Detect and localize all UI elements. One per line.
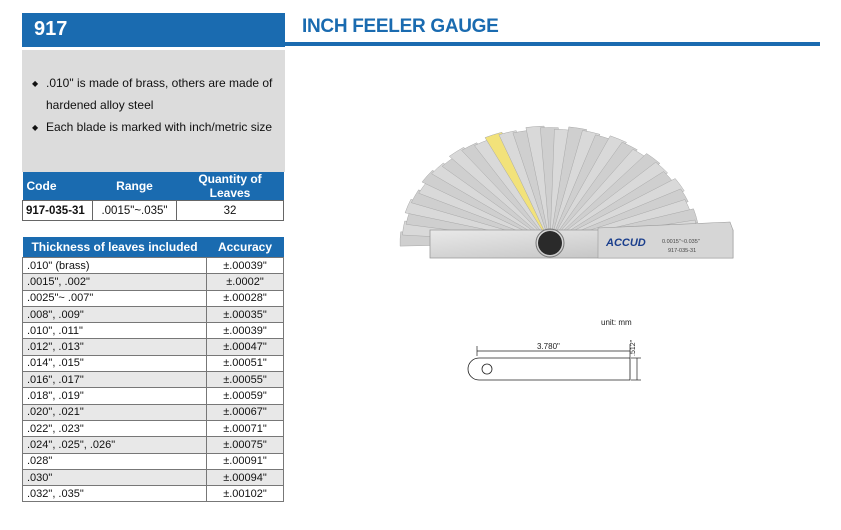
table-cell: .0025"~ .007": [23, 290, 207, 306]
diamond-bullet-icon: ◆: [32, 78, 39, 88]
table-cell: .018", .019": [23, 388, 207, 404]
table-cell: 32: [177, 201, 284, 221]
note-text: hardened alloy steel: [46, 98, 154, 112]
header-code-block: [22, 13, 285, 47]
table-cell: .008", .009": [23, 306, 207, 322]
table-cell: .024", .025", .026": [23, 437, 207, 453]
table-cell: .010" (brass): [23, 258, 207, 274]
note-item: [32, 72, 272, 95]
table-cell: ±.00047": [207, 339, 284, 355]
blade-hole: [482, 364, 492, 374]
table-cell: ±.0002": [207, 274, 284, 290]
diamond-bullet-icon: ◆: [32, 122, 39, 132]
page-title: INCH FEELER GAUGE: [302, 16, 499, 37]
table-row: [23, 453, 284, 469]
table-cell: ±.00028": [207, 290, 284, 306]
table-row: [23, 486, 284, 502]
table-row: [23, 469, 284, 485]
table-cell: .022", .023": [23, 420, 207, 436]
table-cell: .030": [23, 469, 207, 485]
range-marking: 0.0015"~0.035": [662, 239, 700, 245]
header-rule: [285, 42, 820, 46]
table-row: [23, 201, 284, 221]
table-cell: ±.00039": [207, 323, 284, 339]
blade-dimension-drawing: [465, 318, 665, 388]
table-cell: ±.00102": [207, 486, 284, 502]
table-row: [23, 355, 284, 371]
table-cell: .012", .013": [23, 339, 207, 355]
table-header-row: [23, 172, 284, 201]
feeler-gauge-image: [378, 80, 758, 265]
column-header: Range: [93, 172, 177, 201]
table-row: [23, 290, 284, 306]
note-item: [32, 116, 272, 139]
table-cell: .010", .011": [23, 323, 207, 339]
column-header: Accuracy: [207, 237, 284, 258]
table-cell: .014", .015": [23, 355, 207, 371]
table-cell: ±.00059": [207, 388, 284, 404]
table-cell: ±.00094": [207, 469, 284, 485]
table-cell: .0015"~.035": [93, 201, 177, 221]
table-cell: .0015", .002": [23, 274, 207, 290]
unit-label: unit: mm: [601, 318, 632, 327]
table-cell: ±.00035": [207, 306, 284, 322]
table-cell: 917-035-31: [23, 201, 93, 221]
table-cell: ±.00075": [207, 437, 284, 453]
table-row: [23, 372, 284, 388]
table-row: [23, 306, 284, 322]
table-row: [23, 339, 284, 355]
length-label: 3.780": [537, 342, 560, 351]
table-row: [23, 420, 284, 436]
table-header-row: [23, 237, 284, 258]
thickness-table: [22, 237, 284, 502]
column-header: Quantity of Leaves: [177, 172, 284, 201]
column-header: Code: [23, 172, 93, 201]
pivot-screw: [538, 231, 562, 255]
model-marking: 917-035-31: [668, 248, 697, 254]
notes-panel: [22, 50, 285, 172]
note-item: [46, 94, 153, 116]
spec-table: [22, 172, 284, 221]
table-row: [23, 437, 284, 453]
note-text: Each blade is marked with inch/metric size: [46, 120, 273, 134]
table-cell: ±.00055": [207, 372, 284, 388]
table-row: [23, 404, 284, 420]
table-cell: .028": [23, 453, 207, 469]
table-cell: .016", .017": [23, 372, 207, 388]
note-text: .010" is made of brass, others are made of: [46, 76, 273, 90]
table-cell: ±.00071": [207, 420, 284, 436]
table-row: [23, 274, 284, 290]
table-cell: ±.00067": [207, 404, 284, 420]
table-cell: ±.00091": [207, 453, 284, 469]
header-bar: [22, 13, 285, 47]
table-row: [23, 258, 284, 274]
width-label: .512": [630, 339, 637, 356]
table-row: [23, 388, 284, 404]
column-header: Thickness of leaves included: [23, 237, 207, 258]
table-cell: .020", .021": [23, 404, 207, 420]
product-code: 917: [34, 18, 68, 40]
table-row: [23, 323, 284, 339]
table-cell: ±.00051": [207, 355, 284, 371]
brand-logo: ACCUD: [606, 237, 646, 249]
table-cell: .032", .035": [23, 486, 207, 502]
table-cell: ±.00039": [207, 258, 284, 274]
